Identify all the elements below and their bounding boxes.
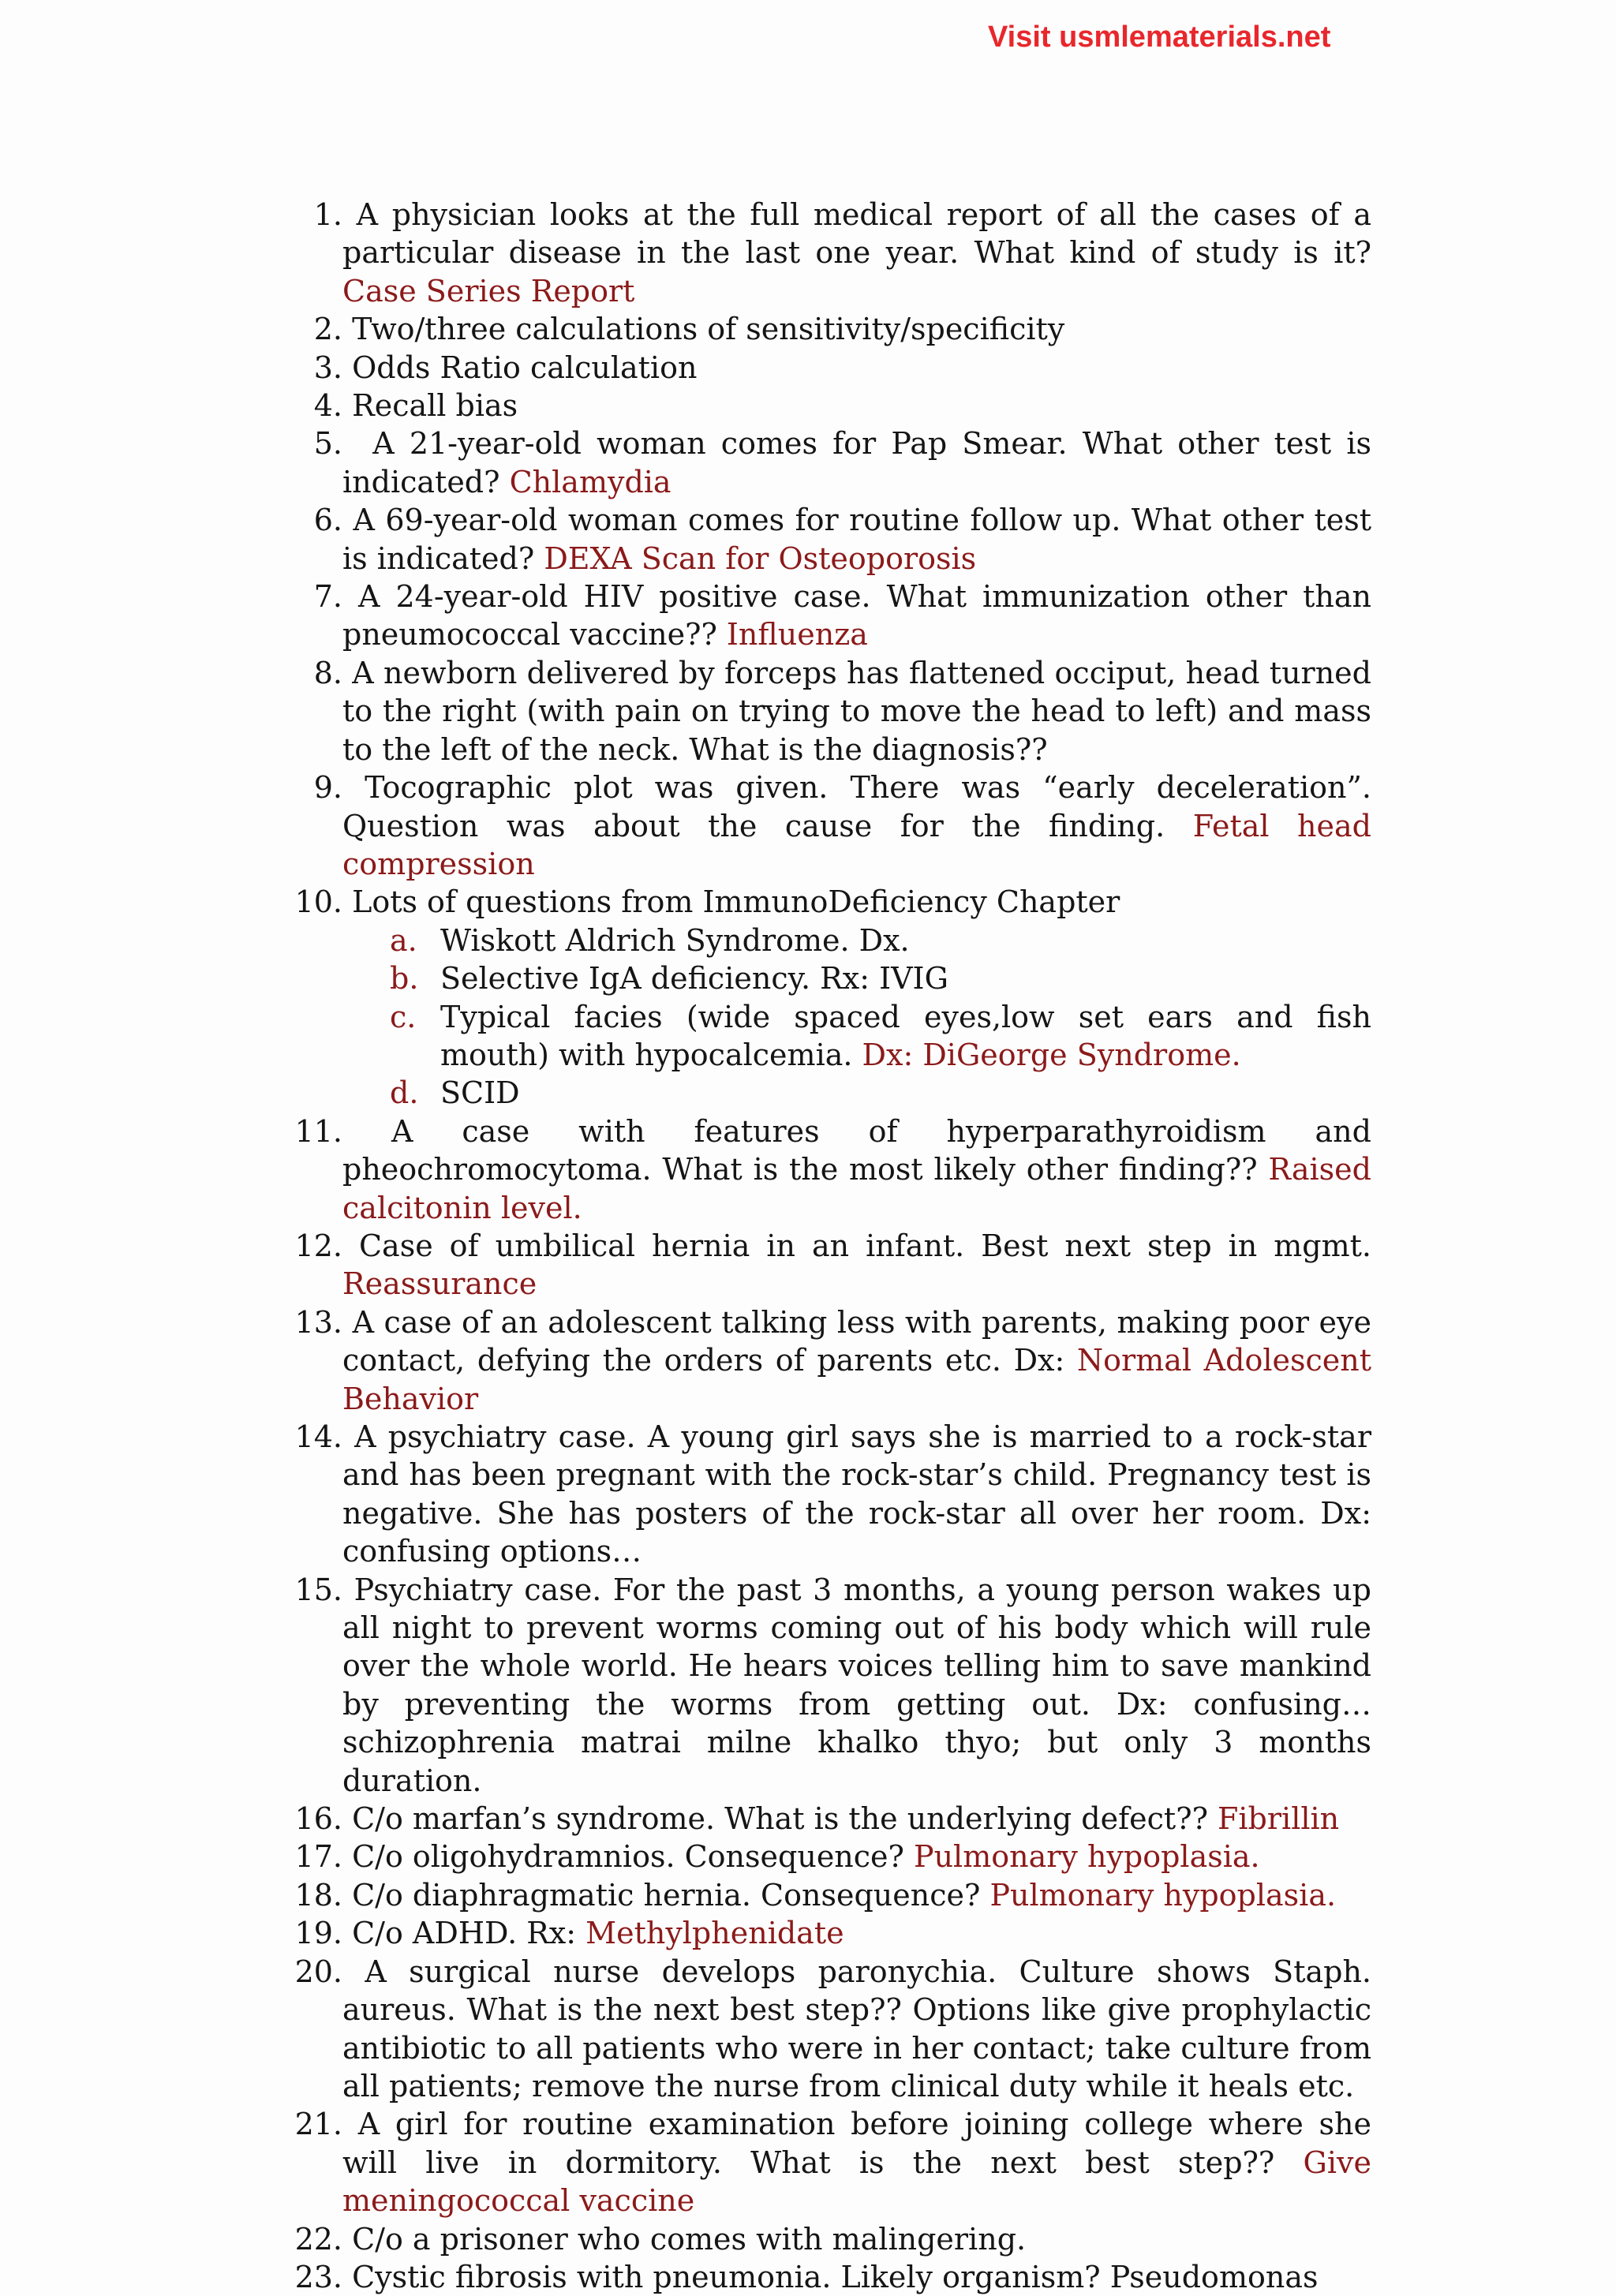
item-body — [342, 2258, 1371, 2296]
list-item — [292, 501, 1371, 578]
sub-item-letter: a. — [390, 922, 417, 958]
item-number: 15. — [294, 1572, 342, 1607]
item-number: 11. — [294, 1113, 342, 1149]
list-item — [292, 1876, 1371, 1914]
list-item — [292, 1953, 1371, 2106]
item-answer: Methylphenidate — [585, 1916, 844, 1951]
item-body — [342, 1914, 1371, 1952]
item-text: A psychiatry case. A young girl says she is married to a rock-star and has been pregnant with the rock-star’s child. Pregnancy test is negative. She has posters of the rock-star all over her room. Dx: confusing options… — [342, 1419, 1371, 1569]
item-body — [342, 1571, 1371, 1800]
sub-item-body — [440, 922, 1371, 959]
list-item — [292, 1112, 1371, 1227]
item-body — [342, 424, 1371, 501]
item-text: A surgical nurse develops paronychia. Culture shows Staph. aureus. What is the next best step?? Options like give prophylactic antibiotic to all patients who were in her contact; take culture from all patients; remove the nurse from clinical duty while it heals etc. — [342, 1954, 1371, 2103]
site-link[interactable]: Visit usmlematerials.net — [988, 21, 1331, 54]
list-item — [292, 310, 1371, 348]
item-number: 23. — [294, 2259, 342, 2294]
item-body — [342, 501, 1371, 578]
sub-item-body — [440, 959, 1371, 997]
sub-list-item — [292, 998, 1371, 1075]
item-body — [342, 883, 1371, 921]
sub-item-letter: d. — [390, 1075, 419, 1111]
item-text: C/o diaphragmatic hernia. Consequence? — [352, 1877, 990, 1913]
item-text: C/o marfan’s syndrome. What is the underlying defect?? — [352, 1801, 1218, 1837]
item-number: 21. — [294, 2107, 342, 2142]
item-body — [342, 196, 1371, 310]
list-item — [292, 2258, 1371, 2296]
item-body — [342, 1418, 1371, 1571]
item-answer: Give meningococcal vaccine — [342, 2145, 1371, 2219]
item-answer: Pulmonary hypoplasia. — [989, 1877, 1337, 1913]
list-item — [292, 387, 1371, 424]
list-item — [292, 2105, 1371, 2219]
item-number: 22. — [294, 2221, 342, 2257]
item-body — [342, 1876, 1371, 1914]
item-answer: DEXA Scan for Osteoporosis — [544, 540, 977, 576]
item-number: 20. — [294, 1954, 342, 1989]
list-item — [292, 1303, 1371, 1418]
item-body — [342, 1112, 1371, 1227]
item-text: A girl for routine examination before joining college where she will live in dormitory. What is the next best step?? — [342, 2107, 1371, 2180]
item-answer: Pulmonary hypoplasia. — [914, 1839, 1260, 1875]
item-text: Tocographic plot was given. There was “early deceleration”. Question was about the cause for the finding. — [342, 770, 1371, 843]
item-text: A physician looks at the full medical report of all the cases of a particular disease in the last one year. What kind of study is it? — [342, 197, 1371, 271]
sub-list-item — [292, 1074, 1371, 1112]
item-text: C/o oligohydramnios. Consequence? — [352, 1839, 914, 1875]
item-text: A 69-year-old woman comes for routine follow up. What other test is indicated? — [342, 503, 1371, 576]
item-number: 4. — [313, 388, 342, 424]
item-number: 17. — [294, 1839, 342, 1875]
sub-item-letter: b. — [390, 961, 419, 997]
list-item — [292, 424, 1371, 501]
item-answer: Fetal head compression — [342, 808, 1371, 881]
sub-item-answer: Dx: DiGeorge Syndrome. — [862, 1037, 1241, 1072]
item-number: 2. — [313, 312, 342, 347]
item-text: A 24-year-old HIV positive case. What immunization other than pneumococcal vaccine?? — [342, 579, 1371, 653]
sub-item-letter: c. — [390, 999, 417, 1034]
item-answer: Raised calcitonin level. — [342, 1152, 1371, 1225]
item-number: 16. — [294, 1801, 342, 1837]
item-answer: Normal Adolescent Behavior — [342, 1343, 1371, 1416]
item-body — [342, 578, 1371, 654]
item-number: 12. — [294, 1228, 342, 1263]
item-answer: Influenza — [726, 617, 868, 653]
item-number: 3. — [313, 350, 342, 385]
list-item — [292, 578, 1371, 654]
item-text: Cystic fibrosis with pneumonia. Likely organism? Pseudomonas — [352, 2259, 1319, 2294]
item-number: 14. — [294, 1419, 342, 1454]
list-item — [292, 1571, 1371, 1800]
item-number: 7. — [313, 579, 342, 615]
list-item — [292, 1800, 1371, 1838]
list-item — [292, 1914, 1371, 1952]
list-item — [292, 1418, 1371, 1571]
item-text: A case with features of hyperparathyroidism and pheochromocytoma. What is the most likely other finding?? — [342, 1113, 1371, 1187]
item-body — [342, 349, 1371, 387]
sub-item-text: Selective IgA deficiency. Rx: IVIG — [440, 961, 948, 997]
item-answer: Case Series Report — [342, 273, 635, 309]
item-answer: Fibrillin — [1218, 1801, 1340, 1837]
item-text: Lots of questions from ImmunoDeficiency Chapter — [352, 884, 1120, 920]
question-list — [292, 196, 1371, 2296]
item-number: 9. — [313, 770, 342, 806]
item-body — [342, 1800, 1371, 1838]
item-number: 19. — [294, 1916, 342, 1951]
sub-item-text: Typical facies (wide spaced eyes,low set ears and fish mouth) with hypocalcemia. — [440, 999, 1371, 1072]
list-item — [292, 349, 1371, 387]
list-item — [292, 1838, 1371, 1875]
sub-item-body — [440, 998, 1371, 1075]
item-body — [342, 1953, 1371, 2106]
item-answer: Chlamydia — [509, 464, 671, 499]
item-text: Case of umbilical hernia in an infant. Best next step in mgmt. — [358, 1228, 1371, 1263]
sub-list-item — [292, 922, 1371, 959]
item-body — [342, 654, 1371, 768]
item-text: C/o a prisoner who comes with malingering. — [352, 2221, 1027, 2257]
item-body — [342, 1838, 1371, 1875]
item-text: C/o ADHD. Rx: — [352, 1916, 586, 1951]
item-text: A newborn delivered by forceps has flattened occiput, head turned to the right (with pain on trying to move the head to left) and mass to the left of the neck. What is the diagnosis?? — [342, 655, 1371, 767]
sub-list-item — [292, 959, 1371, 997]
item-text: Odds Ratio calculation — [352, 350, 698, 385]
item-body — [342, 2105, 1371, 2219]
item-number: 10. — [294, 884, 342, 920]
list-item — [292, 196, 1371, 310]
list-item — [292, 768, 1371, 883]
item-number: 18. — [294, 1877, 342, 1913]
item-text: Two/three calculations of sensitivity/specificity — [352, 312, 1065, 347]
item-number: 5. — [313, 426, 342, 462]
item-body — [342, 1227, 1371, 1303]
sub-item-body — [440, 1074, 1371, 1112]
item-body — [342, 2220, 1371, 2258]
sub-item-text: SCID — [440, 1075, 520, 1111]
item-body — [342, 1303, 1371, 1418]
sub-item-text: Wiskott Aldrich Syndrome. Dx. — [440, 922, 910, 958]
list-item — [292, 883, 1371, 921]
item-body — [342, 768, 1371, 883]
item-answer: Reassurance — [342, 1266, 537, 1302]
item-text: Psychiatry case. For the past 3 months, a young person wakes up all night to prevent worms coming out of his body which will rule over the whole world. He hears voices telling him to save mankind by preventing the worms from getting out. Dx: confusing…schizophrenia matrai milne khalko thyo; but only 3 months duration. — [342, 1572, 1371, 1798]
item-number: 13. — [294, 1304, 342, 1340]
list-item — [292, 2220, 1371, 2258]
item-body — [342, 310, 1371, 348]
list-item — [292, 654, 1371, 768]
item-text: Recall bias — [352, 388, 518, 424]
item-text: A case of an adolescent talking less with parents, making poor eye contact, defying the orders of parents etc. Dx: — [342, 1304, 1371, 1378]
item-number: 1. — [313, 197, 342, 232]
list-item — [292, 1227, 1371, 1303]
item-number: 8. — [313, 655, 342, 690]
item-body — [342, 387, 1371, 424]
item-text: A 21-year-old woman comes for Pap Smear. What other test is indicated? — [342, 426, 1371, 499]
item-number: 6. — [313, 503, 342, 538]
